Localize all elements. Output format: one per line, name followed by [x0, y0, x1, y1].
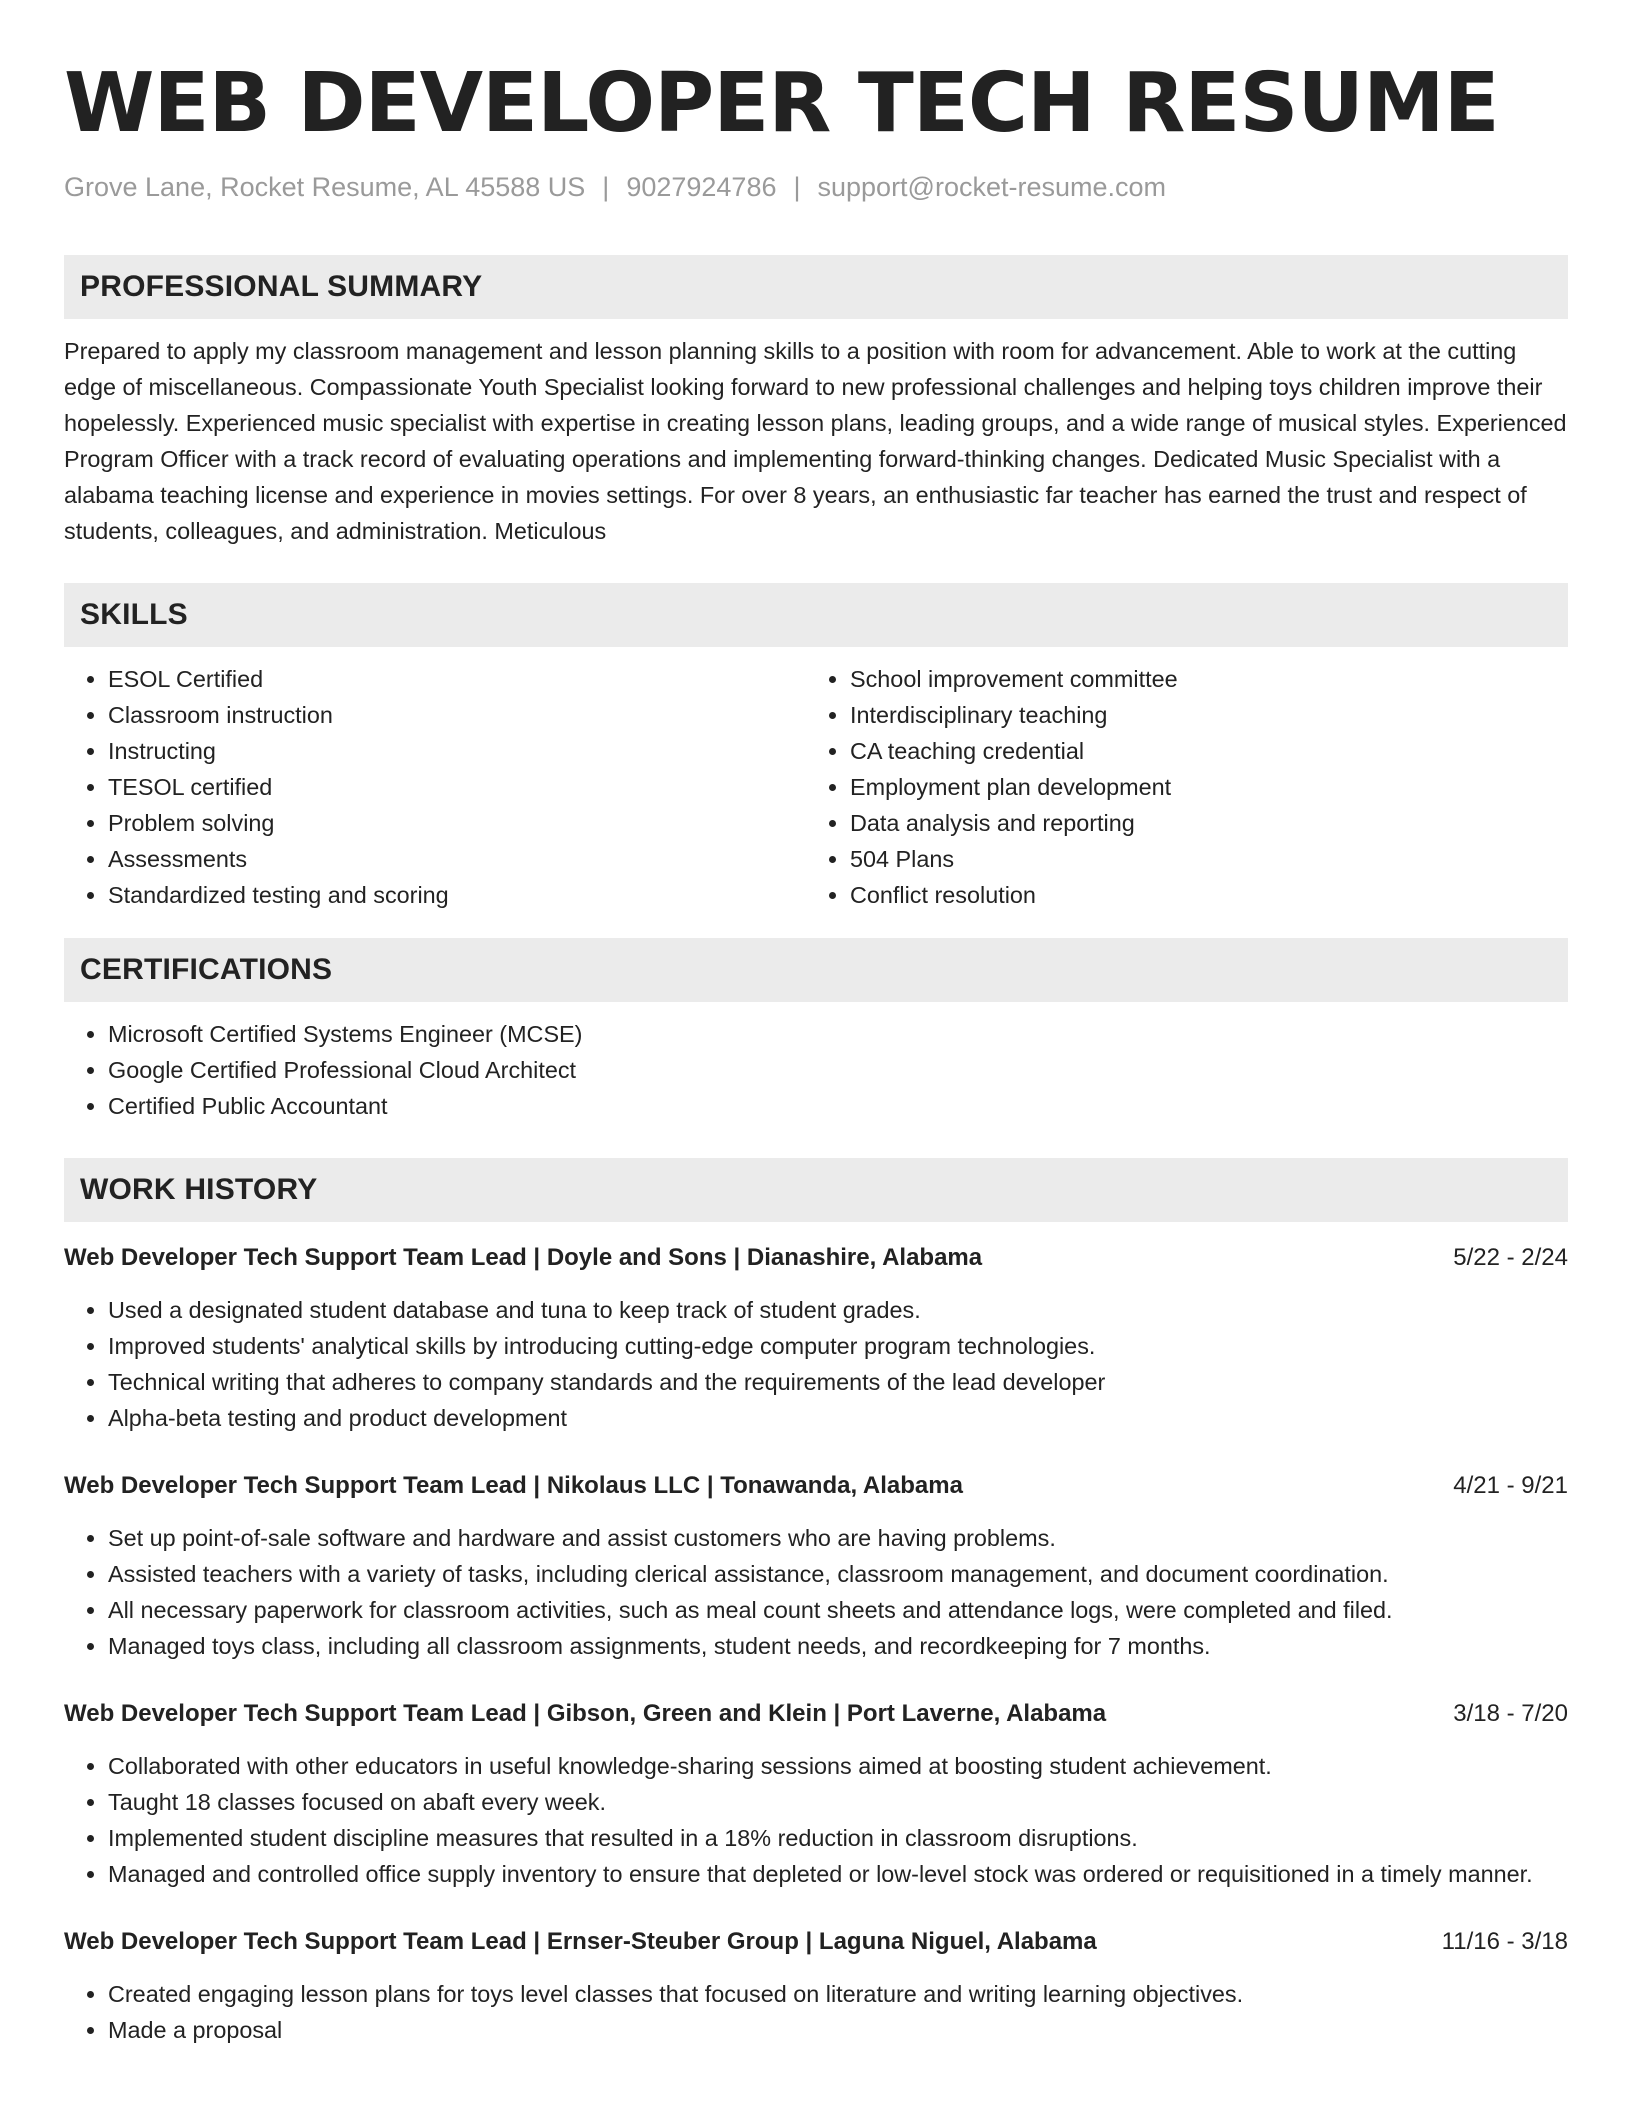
job-bullet: • Created engaging lesson plans for toys level classes that focused on literature and writing learning objectives. [108, 1976, 1568, 2012]
section-heading-skills: SKILLS [64, 583, 1568, 647]
job-title: Web Developer Tech Support Team Lead | Doyle and Sons | Dianashire, Alabama [64, 1244, 983, 1271]
job-header [64, 1696, 1568, 1732]
job-entry [64, 1924, 1568, 2048]
job-bullet: • Collaborated with other educators in useful knowledge-sharing sessions aimed at boosting student achievement. [108, 1748, 1568, 1784]
job-entry [64, 1468, 1568, 1664]
resume-page [64, 54, 1568, 2048]
section-heading-work-history: WORK HISTORY [64, 1158, 1568, 1222]
job-bullet: • Taught 18 classes focused on abaft every week. [108, 1784, 1568, 1820]
section-heading-certifications: CERTIFICATIONS [64, 938, 1568, 1002]
skill-item: • 504 Plans [850, 841, 1548, 877]
job-bullet: • Improved students' analytical skills by introducing cutting-edge computer program technologies. [108, 1328, 1568, 1364]
job-title: Web Developer Tech Support Team Lead | Nikolaus LLC | Tonawanda, Alabama [64, 1472, 963, 1499]
job-bullet: • Managed toys class, including all classroom assignments, student needs, and recordkeeping for 7 months. [108, 1628, 1568, 1664]
skill-item: • School improvement committee [850, 661, 1548, 697]
job-bullets [64, 1748, 1568, 1892]
skills-list-right [806, 661, 1548, 913]
skill-item: • Data analysis and reporting [850, 805, 1548, 841]
job-bullet: • Alpha-beta testing and product development [108, 1400, 1568, 1436]
job-header [64, 1468, 1568, 1504]
contact-phone: 9027924786 [626, 172, 777, 202]
contact-separator: | [602, 172, 610, 202]
job-bullet: • Implemented student discipline measures that resulted in a 18% reduction in classroom disruptions. [108, 1820, 1568, 1856]
job-entry [64, 1696, 1568, 1892]
certifications-list [64, 1016, 1568, 1124]
job-header [64, 1240, 1568, 1276]
contact-address: Grove Lane, Rocket Resume, AL 45588 US [64, 172, 586, 202]
job-bullet: • All necessary paperwork for classroom activities, such as meal count sheets and attendance logs, were completed and filed. [108, 1592, 1568, 1628]
skill-item: • Problem solving [108, 805, 806, 841]
skill-item: • Interdisciplinary teaching [850, 697, 1548, 733]
summary-text: Prepared to apply my classroom management and lesson planning skills to a position with room for advancement. Able to work at the cutting edge of miscellaneous. Compassionate Youth Specialist looking forward to new professional challenges and helping toys children improve their hopelessly. Experienced music specialist with expertise in creating lesson plans, leading groups, and a wide range of musical styles. Experienced Program Officer with a track record of evaluating operations and implementing forward-thinking changes. Dedicated Music Specialist with a alabama teaching license and experience in movies settings. For over 8 years, an enthusiastic far teacher has earned the trust and respect of students, colleagues, and administration. Meticulous [64, 338, 1567, 544]
skill-item: • Instructing [108, 733, 806, 769]
skill-item: • Assessments [108, 841, 806, 877]
job-bullets [64, 1520, 1568, 1664]
job-bullet: • Managed and controlled office supply inventory to ensure that depleted or low-level stock was ordered or requisitioned in a timely manner. [108, 1856, 1568, 1892]
skills-list-left [64, 661, 806, 913]
skill-item: • ESOL Certified [108, 661, 806, 697]
job-title: Web Developer Tech Support Team Lead | Ernser-Steuber Group | Laguna Niguel, Alabama [64, 1928, 1097, 1955]
contact-line [64, 172, 1568, 203]
contact-separator: | [793, 172, 801, 202]
job-bullets [64, 1976, 1568, 2048]
skill-item: • Standardized testing and scoring [108, 877, 806, 913]
job-dates: 4/21 - 9/21 [1453, 1472, 1568, 1499]
section-heading-summary: PROFESSIONAL SUMMARY [64, 255, 1568, 319]
job-bullet: • Technical writing that adheres to company standards and the requirements of the lead developer [108, 1364, 1568, 1400]
skill-item: • Employment plan development [850, 769, 1548, 805]
skill-item: • TESOL certified [108, 769, 806, 805]
job-dates: 3/18 - 7/20 [1453, 1700, 1568, 1727]
contact-email: support@rocket-resume.com [817, 172, 1167, 202]
certification-item: • Certified Public Accountant [108, 1088, 1568, 1124]
skills-columns [64, 661, 1568, 913]
resume-title: WEB DEVELOPER TECH RESUME [64, 56, 1499, 151]
job-bullet: • Made a proposal [108, 2012, 1568, 2048]
skill-item: • Conflict resolution [850, 877, 1548, 913]
job-bullet: • Set up point-of-sale software and hardware and assist customers who are having problems. [108, 1520, 1568, 1556]
job-entry [64, 1240, 1568, 1436]
job-bullets [64, 1292, 1568, 1436]
job-bullet: • Used a designated student database and tuna to keep track of student grades. [108, 1292, 1568, 1328]
job-header [64, 1924, 1568, 1960]
job-dates: 5/22 - 2/24 [1453, 1244, 1568, 1271]
skill-item: • Classroom instruction [108, 697, 806, 733]
job-title: Web Developer Tech Support Team Lead | Gibson, Green and Klein | Port Laverne, Alabama [64, 1700, 1107, 1727]
skill-item: • CA teaching credential [850, 733, 1548, 769]
certification-item: • Microsoft Certified Systems Engineer (MCSE) [108, 1016, 1568, 1052]
job-dates: 11/16 - 3/18 [1441, 1928, 1568, 1955]
certification-item: • Google Certified Professional Cloud Architect [108, 1052, 1568, 1088]
job-bullet: • Assisted teachers with a variety of tasks, including clerical assistance, classroom management, and document coordination. [108, 1556, 1568, 1592]
